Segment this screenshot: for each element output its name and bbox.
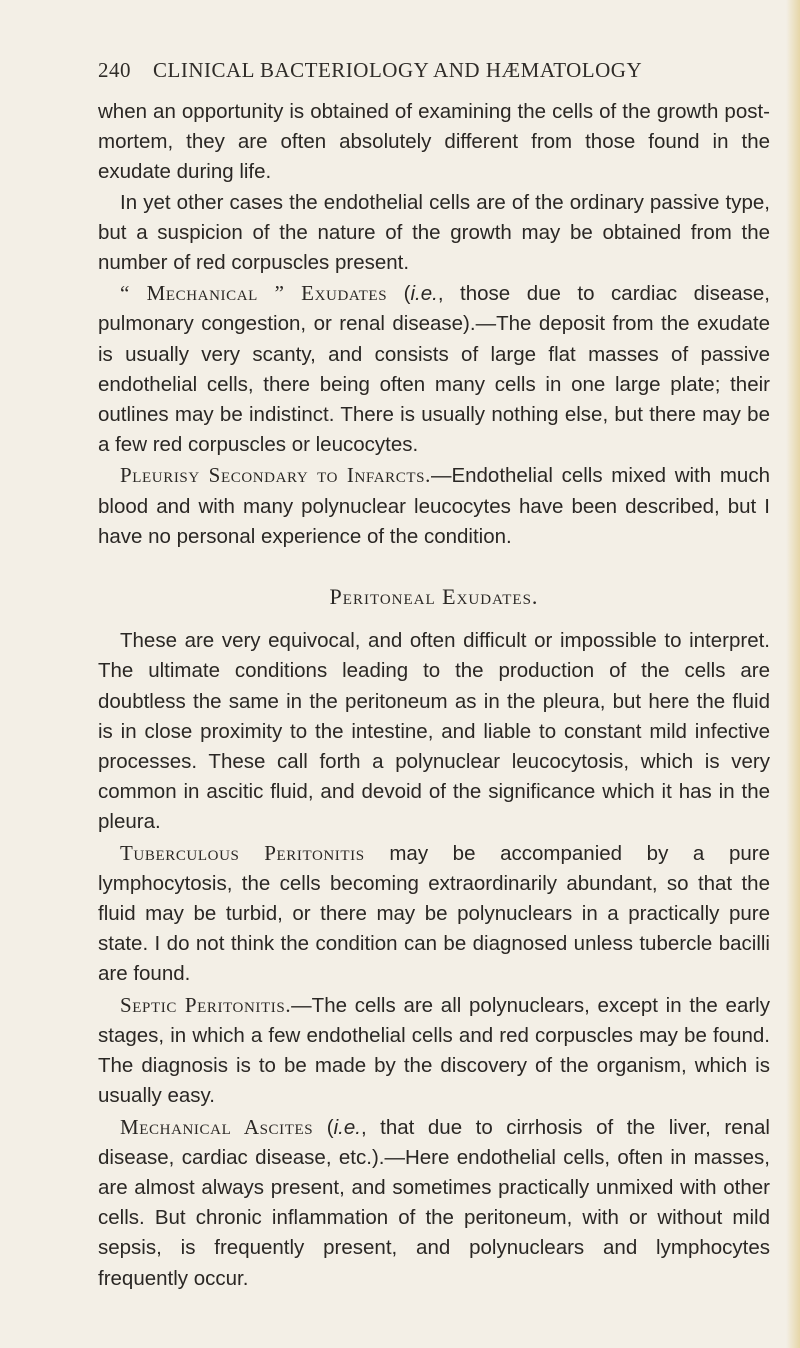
paragraph-body: —Endothelial cells mixed with much blood and with many polynuclear leucocytes have been described, but I have no personal experience of the condition. [98,464,770,548]
run-in-heading-mechanical-ascites: Mechanical Ascites [120,1114,314,1139]
run-in-heading-tuberculous-peritonitis: Tuberculous Peritonitis [120,840,365,865]
paren-open: ( [313,1115,334,1139]
italic-ie: i.e. [410,282,438,306]
run-in-heading-pleurisy-infarcts: Pleurisy Secondary to Infarcts. [120,463,431,488]
paragraph-tuberculous-peritonitis [98,838,770,990]
paragraph-peritoneal-intro: These are very equivocal, and often difficult or impossible to interpret. The ultimate conditions leading to the production of the cells are doubtless the same in the peritoneum as in the pleura, but here the fluid is in close proximity to the intestine, and liable to constant mild infective processes. These call forth a polynuclear leucocytosis, which is very common in ascitic fluid, and devoid of the significance which it has in the pleura. [98,629,770,834]
paragraph-body: , that due to cirrhosis of the liver, renal disease, cardiac disease, etc.).—Here endothelial cells, often in masses, are almost always present, and sometimes practically unmixed with other cells. But chronic inflammation of the peritoneum, with or without mild sepsis, is frequently present, and polynuclears and lymphocytes frequently occur. [98,1115,770,1290]
paragraph-mechanical-ascites [98,1112,770,1294]
paragraph-passive-type: In yet other cases the endothelial cells are of the ordinary passive type, but a suspicion of the nature of the growth may be obtained from the number of red corpuscles present. [98,190,770,275]
run-in-heading-septic-peritonitis: Septic Peritonitis. [120,992,292,1017]
paragraph-body: , those due to cardiac disease, pulmonary congestion, or renal disease).—The deposit from the exudate is usually very scanty, and consists of large flat masses of passive endothelial cells, there being often many cells in one large plate; their outlines may be indistinct. There is usually nothing else, but there may be a few red corpuscles or leucocytes. [98,282,770,457]
paren-open: ( [387,282,411,306]
paragraph-continuation: when an opportunity is obtained of examining the cells of the growth post-mortem, they are often absolutely different from those found in the exudate during life. [98,100,770,184]
paragraph-pleurisy-infarcts [98,460,770,552]
run-in-heading-mechanical-exudates: “ Mechanical ” Exudates [120,281,388,306]
paragraph-body: may be accompanied by a pure lymphocytosis, the cells becoming extraordinarily abundant, so that the fluid may be turbid, or there may be polynuclears in a practically pure state. I do not think the condition can be diagnosed unless tubercle bacilli are found. [98,841,770,986]
running-head [98,58,758,83]
body-text [98,97,770,1294]
page-number: 240 [98,58,131,82]
italic-ie: i.e. [333,1115,361,1139]
running-title: CLINICAL BACTERIOLOGY AND HÆMATOLOGY [153,58,643,82]
paragraph-mechanical-exudates [98,278,770,460]
paragraph-body: —The cells are all polynuclears, except in the early stages, in which a few endothelial cells and red corpuscles may be found. The diagnosis is to be made by the discovery of the organism, which is usually easy. [98,993,770,1108]
section-heading-peritoneal-exudates: Peritoneal Exudates. [329,584,539,610]
paragraph-septic-peritonitis [98,990,770,1112]
